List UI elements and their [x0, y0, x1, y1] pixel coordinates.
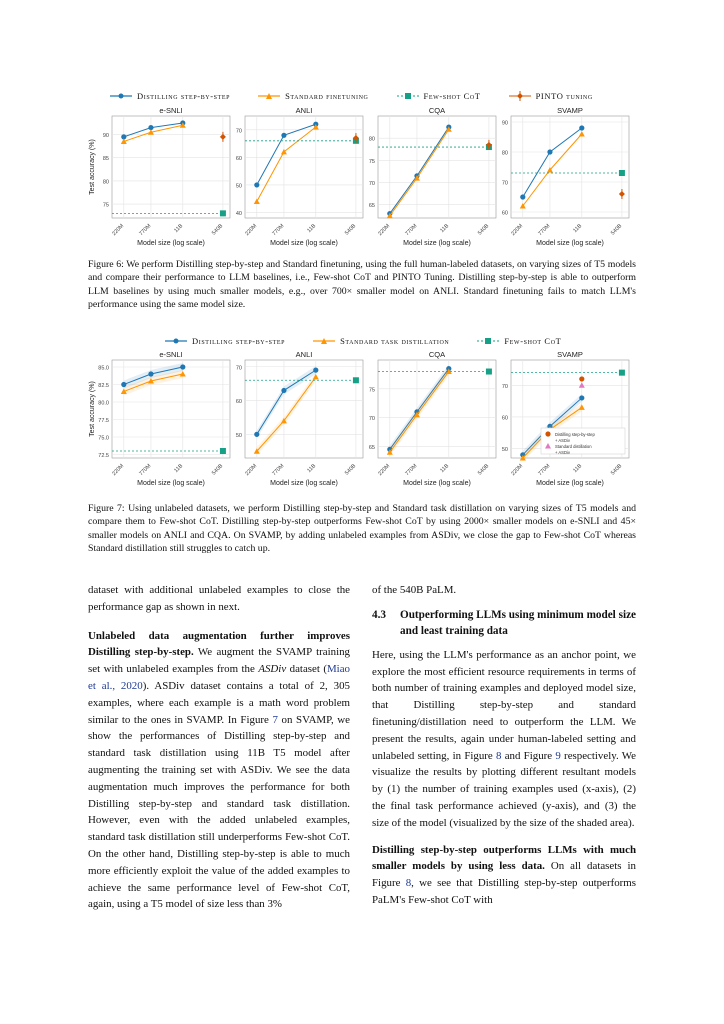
data-point	[579, 376, 584, 381]
y-tick-label: 50	[235, 432, 242, 439]
panel-anli-fig7	[236, 350, 363, 487]
y-tick-label: 70	[501, 383, 508, 390]
legend7-distilling: Distilling step-by-step	[165, 336, 285, 346]
fewshot-point	[619, 370, 625, 376]
legend-standard-marker-icon	[258, 92, 280, 100]
panel-title: e-SNLI	[159, 106, 183, 115]
panel-svamp-fig6	[502, 106, 629, 247]
y-tick-label: 40	[235, 210, 242, 217]
y-tick-label: 65	[368, 203, 375, 210]
x-tick-label: 220M	[244, 223, 259, 238]
y-tick-label: 70	[368, 181, 375, 188]
right-column	[372, 582, 636, 909]
legend-fewshot: Few-shot CoT	[397, 91, 481, 101]
series-line	[523, 134, 582, 206]
y-tick-label: 85	[102, 156, 109, 163]
left-column	[88, 582, 350, 913]
fewshot-point	[220, 210, 226, 216]
x-axis-label: Model size (log scale)	[536, 480, 604, 487]
x-tick-label: 220M	[377, 463, 392, 478]
y-axis-label: Test accuracy (%)	[89, 139, 96, 195]
svamp-inner-legend	[541, 428, 625, 455]
y-tick-label: 60	[501, 415, 508, 422]
legend-distilling: Distilling step-by-step	[110, 91, 230, 101]
left-intro: dataset with additional unlabeled examples to close the performance gap as shown in next.	[88, 584, 350, 613]
panel-svamp-fig7	[502, 350, 629, 487]
y-tick-label: 75.0	[98, 435, 109, 442]
section-4-3-heading: 4.3 Outperforming LLMs using minimum model size and least training data	[372, 608, 636, 637]
data-point	[313, 368, 318, 373]
y-tick-label: 80.0	[98, 400, 109, 407]
y-tick-label: 82.5	[98, 383, 109, 389]
x-axis-label: Model size (log scale)	[403, 240, 471, 247]
right-intro: of the 540B PaLM.	[372, 584, 457, 596]
fewshot-point	[353, 377, 359, 383]
data-point	[254, 432, 259, 437]
legend-distill-marker-icon	[110, 92, 132, 100]
panel-title: e-SNLI	[159, 350, 183, 359]
x-tick-label: 770M	[271, 463, 286, 478]
x-tick-label: 540B	[609, 223, 624, 237]
panel-cqa-fig7	[369, 350, 496, 487]
data-point	[579, 395, 584, 400]
panel-title: ANLI	[295, 350, 313, 359]
x-tick-label: 220M	[377, 223, 392, 238]
panel-title: CQA	[428, 106, 446, 115]
series-line	[257, 127, 316, 201]
y-tick-label: 90	[102, 133, 109, 140]
figure-8-ref-2[interactable]: 8	[405, 877, 412, 890]
figure-7-ref[interactable]: 7	[272, 713, 278, 726]
y-tick-label: 60	[235, 155, 242, 162]
y-tick-label: 90	[501, 120, 508, 127]
fewshot-point	[220, 448, 226, 454]
x-tick-label: 540B	[210, 223, 225, 237]
y-tick-label: 65	[368, 444, 375, 451]
legend7-fewshot: Few-shot CoT	[477, 336, 561, 346]
y-tick-label: 77.5	[98, 418, 109, 424]
x-tick-label: 770M	[537, 463, 552, 478]
x-tick-label: 220M	[244, 463, 259, 478]
figure-6-legend	[110, 88, 621, 104]
y-tick-label: 70	[235, 128, 242, 135]
data-point	[121, 382, 126, 387]
plot-frame	[378, 116, 496, 218]
inner-legend-label: + ASDiv	[555, 438, 571, 443]
legend-pinto-marker-icon	[509, 91, 531, 101]
legend-standard: Standard finetuning	[258, 91, 368, 101]
plot-frame	[245, 116, 363, 218]
panel-title: CQA	[428, 350, 446, 359]
x-axis-label: Model size (log scale)	[137, 240, 205, 247]
data-point	[180, 364, 185, 369]
data-point	[547, 149, 552, 154]
inner-legend-label: Standard distillation	[555, 444, 592, 449]
y-tick-label: 80	[368, 136, 375, 143]
figure-6-caption: Figure 6: We perform Distilling step-by-step and Standard finetuning, using the full human-labeled datasets, on varying sizes of T5 models and compare their performance to LLM baselines, i.e., Few-shot CoT and PINTO Tuning. Distilling step-by-step is able to outperform LLM baselines by using much smaller models, e.g., over 700× smaller model on ANLI. Standard finetuning fails to match LLM's performance using the same model size.	[88, 259, 636, 310]
x-tick-label: 11B	[439, 463, 451, 475]
unlabeled-heading: Unlabeled data augmentation further improves Distilling step-by-step.	[88, 629, 350, 659]
figure-7-legend	[165, 333, 589, 349]
panel-title: ANLI	[295, 106, 313, 115]
data-point	[579, 131, 585, 137]
panel-e-snli-fig6	[89, 106, 230, 247]
data-point	[579, 125, 584, 130]
legend7-standard: Standard task distillation	[313, 336, 449, 346]
panel-e-snli-fig7	[89, 350, 230, 487]
y-tick-label: 60	[501, 210, 508, 217]
data-point	[281, 388, 286, 393]
y-tick-label: 80	[501, 150, 508, 157]
y-tick-label: 75	[368, 158, 375, 165]
x-tick-label: 220M	[111, 223, 126, 238]
data-point	[254, 182, 259, 187]
legend7-fewshot-marker-icon	[477, 337, 499, 345]
x-tick-label: 11B	[173, 463, 185, 475]
series-line	[390, 372, 449, 453]
y-tick-label: 75	[368, 387, 375, 394]
confidence-band	[257, 366, 316, 438]
x-tick-label: 770M	[138, 463, 153, 478]
x-tick-label: 540B	[476, 463, 491, 477]
legend-pinto: PINTO tuning	[509, 91, 593, 101]
x-tick-label: 11B	[439, 223, 451, 235]
x-tick-label: 220M	[510, 223, 525, 238]
data-point	[254, 198, 260, 204]
inner-legend-marker	[545, 431, 550, 436]
panel-cqa-fig6	[369, 106, 496, 247]
section-4-3-paragraph: Here, using the LLM's performance as an anchor point, we explore the most efficient resource requirements in terms of both number of training examples and deployed model size, that Distilling step-by-step and standard finetuning/distillation need to outperform the LLM. We present the results, again under human-labeled setting and unlabeled setting, in Figure 8 and Figure 9 respectively. We visualize the results by plotting different resultant models by (1) the number of training examples used (x-axis), (2) the final task performance achieved (y-axis), and (3) the size of the model (visualized by the size of the shaded area).	[372, 648, 636, 829]
series-line	[390, 127, 449, 213]
outperforms-heading: Distilling step-by-step outperforms LLMs with much smaller models by using less data.	[372, 843, 636, 873]
x-tick-label: 770M	[404, 463, 419, 478]
plot-frame	[511, 116, 629, 218]
x-axis-label: Model size (log scale)	[403, 480, 471, 487]
data-point	[619, 191, 625, 197]
x-axis-label: Model size (log scale)	[536, 240, 604, 247]
y-tick-label: 75	[102, 202, 109, 209]
plot-frame	[112, 116, 230, 218]
series-line	[523, 128, 582, 197]
x-axis-label: Model size (log scale)	[137, 480, 205, 487]
y-tick-label: 70	[235, 365, 242, 372]
x-axis-label: Model size (log scale)	[270, 480, 338, 487]
x-tick-label: 540B	[476, 223, 491, 237]
x-tick-label: 220M	[510, 463, 525, 478]
fewshot-point	[619, 170, 625, 176]
x-tick-label: 770M	[537, 223, 552, 238]
inner-legend-label: + ASDiv	[555, 450, 571, 455]
y-tick-label: 50	[235, 183, 242, 190]
y-tick-label: 60	[235, 399, 242, 406]
x-tick-label: 540B	[343, 223, 358, 237]
y-tick-label: 70	[501, 180, 508, 187]
data-point	[281, 133, 286, 138]
x-tick-label: 540B	[210, 463, 225, 477]
x-tick-label: 540B	[609, 463, 624, 477]
x-tick-label: 770M	[404, 223, 419, 238]
unlabeled-paragraph: Unlabeled data augmentation further improves Distilling step-by-step. We augment the SVAMP training set with unlabeled examples from the ASDiv dataset (Miao et al., 2020). ASDiv dataset contains a total of 2, 305 examples, where each example is a math word problem similar to the ones in SVAMP. In Figure 7 on SVAMP, we show the performances of Distilling step-by-step and standard task distillation using 11B T5 model after augmenting the training set with ASDiv. We see the data augmentation much improves the performance for both Distilling step-by-step and standard task distillation. However, even with the added unlabeled examples, standard task distillation still underperforms Few-shot CoT. On the other hand, Distilling step-by-step is able to much more efficiently exploit the value of the added examples to achieve the same performance level of Few-shot CoT, again, using a T5 model of size less than 3%	[88, 629, 350, 911]
data-point	[148, 371, 153, 376]
x-tick-label: 770M	[271, 223, 286, 238]
figure-9-ref[interactable]: 9	[555, 749, 561, 762]
figure-6-charts	[0, 104, 724, 264]
x-tick-label: 220M	[111, 463, 126, 478]
figure-7-caption: Figure 7: Using unlabeled datasets, we perform Distilling step-by-step and Standard task distillation on varying sizes of T5 models and compare them to Few-shot CoT. Distilling step-by-step outperforms Few-shot CoT by using 2000× smaller models on e-SNLI and 45× smaller models on ANLI and CQA. On SVAMP, by adding unlabeled examples from ASDiv, we close the gap to Few-shot CoT whereas Standard distillation still struggles to catch up.	[88, 503, 636, 554]
fewshot-point	[486, 369, 492, 375]
figure-8-ref[interactable]: 8	[496, 749, 502, 762]
x-tick-label: 11B	[306, 463, 318, 475]
legend7-distill-marker-icon	[165, 337, 187, 345]
x-tick-label: 11B	[572, 223, 584, 235]
data-point	[520, 194, 525, 199]
legend-fewshot-marker-icon	[397, 92, 419, 100]
y-tick-label: 50	[501, 447, 508, 454]
x-tick-label: 770M	[138, 223, 153, 238]
y-tick-label: 85.0	[98, 365, 109, 372]
x-tick-label: 11B	[572, 463, 584, 475]
outperforms-paragraph: Distilling step-by-step outperforms LLMs with much smaller models by using less data. On all datasets in Figure 8, we see that Distilling step-by-step outperforms PaLM's Few-shot CoT with	[372, 843, 636, 906]
panel-title: SVAMP	[557, 350, 583, 359]
x-tick-label: 11B	[173, 223, 185, 235]
panel-title: SVAMP	[557, 106, 583, 115]
x-axis-label: Model size (log scale)	[270, 240, 338, 247]
y-tick-label: 80	[102, 179, 109, 186]
y-tick-label: 72.5	[98, 453, 109, 459]
citation-miao[interactable]: Miao et al., 2020	[88, 663, 350, 692]
x-tick-label: 540B	[343, 463, 358, 477]
inner-legend-label: Distilling step-by-step	[555, 432, 595, 437]
legend7-standard-marker-icon	[313, 337, 335, 345]
y-axis-label: Test accuracy (%)	[89, 381, 96, 437]
panel-anli-fig6	[236, 106, 363, 247]
figure-7-charts	[0, 348, 724, 498]
x-tick-label: 11B	[306, 223, 318, 235]
y-tick-label: 70	[368, 416, 375, 423]
